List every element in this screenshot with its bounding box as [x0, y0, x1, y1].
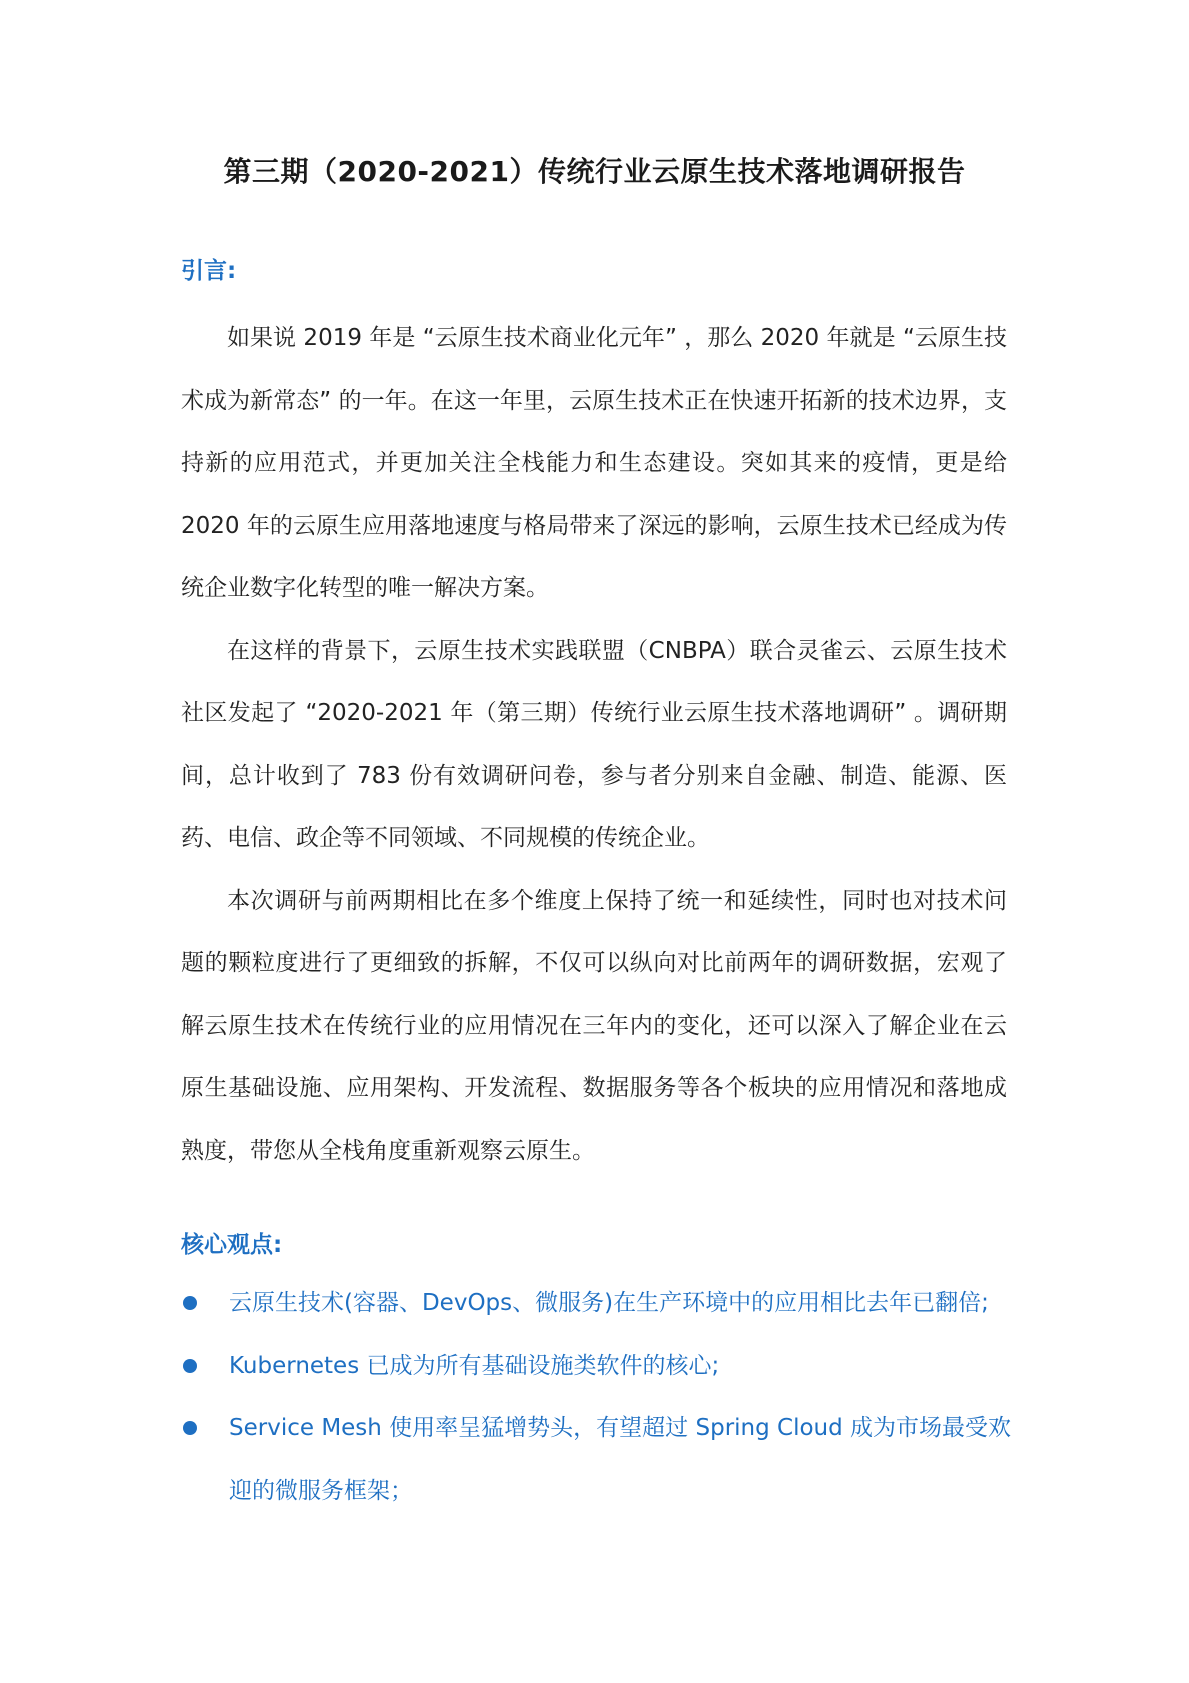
core-point-item: [181, 1397, 1021, 1522]
intro-section: [181, 307, 1007, 1182]
intro-paragraph: 在这样的背景下，云原生技术实践联盟（CNBPA）联合灵雀云、云原生技术社区发起了 “2020-2021 年（第三期）传统行业云原生技术落地调研” 。调研期间，总计收到了 783 份有效调研问卷，参与者分别来自金融、制造、能源、医药、电信、政企等不同领域、不同规模的传统企业。: [181, 637, 1007, 851]
core-points-list: [181, 1272, 1021, 1522]
core-point-item: [181, 1335, 1021, 1398]
bullet-dot-icon: [183, 1296, 197, 1310]
intro-heading: 引言:: [181, 258, 237, 284]
document-title: 第三期（2020-2021）传统行业云原生技术落地调研报告: [223, 155, 966, 188]
core-points-heading: 核心观点:: [181, 1232, 283, 1258]
bullet-dot-icon: [183, 1359, 197, 1373]
core-point-text: 云原生技术(容器、DevOps、微服务)在生产环境中的应用相比去年已翻倍;: [229, 1290, 989, 1316]
bullet-dot-icon: [183, 1421, 197, 1435]
core-point-text: Service Mesh 使用率呈猛增势头，有望超过 Spring Cloud 成为市场最受欢迎的微服务框架；: [229, 1415, 1012, 1504]
core-point-item: [181, 1272, 1021, 1335]
core-point-text: Kubernetes 已成为所有基础设施类软件的核心;: [229, 1352, 720, 1379]
intro-paragraph: 本次调研与前两期相比在多个维度上保持了统一和延续性，同时也对技术问题的颗粒度进行了更细致的拆解，不仅可以纵向对比前两年的调研数据，宏观了解云原生技术在传统行业的应用情况在三年内的变化，还可以深入了解企业在云原生基础设施、应用架构、开发流程、数据服务等各个板块的应用情况和落地成熟度，带您从全栈角度重新观察云原生。: [181, 887, 1007, 1164]
intro-paragraph: 如果说 2019 年是 “云原生技术商业化元年” ，那么 2020 年就是 “云原生技术成为新常态” 的一年。在这一年里，云原生技术正在快速开拓新的技术边界，支持新的应用范式，并更加关注全栈能力和生态建设。突如其来的疫情，更是给 2020 年的云原生应用落地速度与格局带来了深远的影响，云原生技术已经成为传统企业数字化转型的唯一解决方案。: [181, 325, 1007, 601]
